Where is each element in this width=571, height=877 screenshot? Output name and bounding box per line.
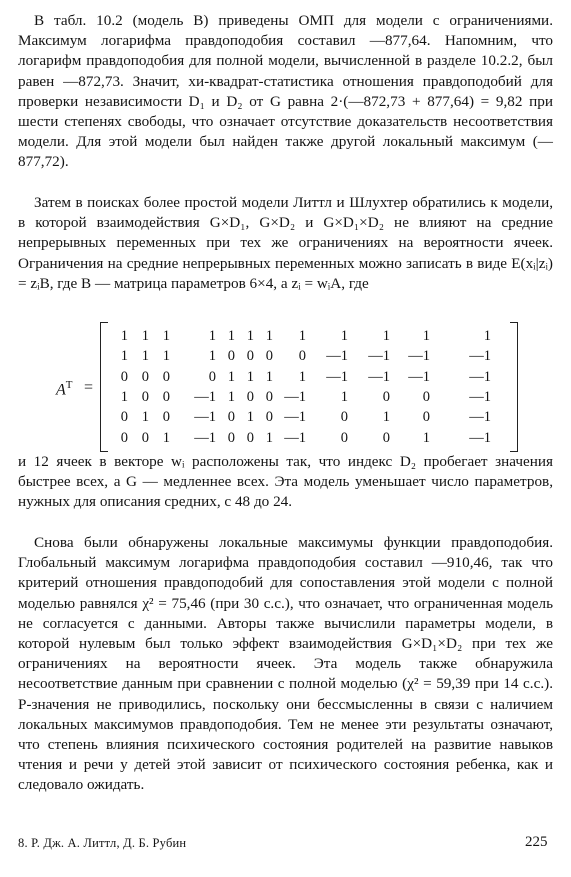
matrix-cell: 1 [246, 328, 254, 344]
matrix-cell: 0 [246, 348, 254, 365]
matrix-cell: 0 [340, 429, 348, 446]
matrix-cell: 0 [246, 388, 254, 405]
matrix-cell: 0 [162, 388, 170, 405]
matrix-cell: —1 [326, 348, 348, 365]
matrix-cell: 0 [120, 429, 128, 446]
matrix-cell: —1 [194, 409, 216, 426]
matrix-cell: 0 [141, 388, 149, 405]
matrix-cell: 1 [298, 368, 306, 385]
paragraph-model-b-results: В табл. 10.2 (модель B) приведены ОМП для модели с ограничениями. Максимум логарифма правдоподобия составил —877,64. Напомним, что логарифм правдоподобия для полной модели, вычисленной в разделе 10.2.2, был равен —872,73. Значит, хи-квадрат-статистика отношения правдоподобий для проверки независимости D₁ и D₂ от G равна 2·(—872,73 + 877,64) = 9,82 при шести степенях свободы, что означает отсутствие доказательств несоответствия модели. Для этой модели был найден также другой локальный максимум (—877,72). [18, 12, 553, 171]
matrix-cell: 1 [227, 328, 235, 344]
matrix-cell: 1 [340, 388, 348, 405]
matrix-cell: 1 [298, 328, 306, 344]
matrix-row [0, 347, 571, 366]
matrix-cell: 1 [265, 368, 273, 385]
paragraph-cell-ordering: и 12 ячеек в векторе wᵢ расположены так, что индекс D₂ пробегает значения быстрее всех, а G — медленнее всех. Эта модель уменьшает число параметров, нужных для описания средних, с 48 до 24. [18, 453, 553, 511]
matrix-cell: —1 [469, 409, 491, 426]
matrix-cell: —1 [284, 429, 306, 446]
matrix-cell: 1 [483, 328, 491, 344]
matrix-equals-sign: = [84, 379, 94, 396]
matrix-cell: 0 [120, 409, 128, 426]
matrix-cell: 0 [227, 429, 235, 446]
matrix-row [0, 368, 571, 387]
matrix-cell: 1 [340, 328, 348, 344]
matrix-cell: —1 [408, 368, 430, 385]
matrix-cell: —1 [284, 388, 306, 405]
page-number: 225 [525, 834, 548, 850]
matrix-cell: 0 [265, 409, 273, 426]
matrix-label: $A^T$ [56, 379, 73, 399]
matrix-cell: 0 [208, 368, 216, 385]
matrix-cell: 0 [141, 429, 149, 446]
matrix-row [0, 327, 571, 346]
matrix-cell: 1 [120, 388, 128, 405]
paragraph-simpler-model: Затем в поисках более простой модели Литтл и Шлухтер обратились к модели, в которой взаимодействия G×D₁, G×D₂ и G×D₁×D₂ не влияют на средние непрерывных переменных при тех же ограничениях на вероятности ячеек. Ограничения на средние непрерывных переменных можно записать в виде E(xᵢ|zᵢ) = zᵢB, где B — матрица параметров 6×4, а zᵢ = wᵢA, где [18, 194, 553, 292]
matrix-transpose-superscript: T [65, 379, 73, 391]
matrix-cell: —1 [284, 409, 306, 426]
matrix-cell: 0 [227, 409, 235, 426]
matrix-cell: 1 [120, 328, 128, 344]
matrix-cell: 1 [141, 348, 149, 365]
matrix-cell: 1 [141, 328, 149, 344]
matrix-cell: 0 [382, 388, 390, 405]
matrix-cell: 1 [382, 328, 390, 344]
matrix-cell: 1 [141, 409, 149, 426]
matrix-cell: 0 [120, 368, 128, 385]
matrix-row [0, 429, 571, 448]
running-footer-authors: 8. Р. Дж. А. Литтл, Д. Б. Рубин [18, 836, 187, 850]
matrix-cell: 1 [422, 429, 430, 446]
matrix-cell: —1 [326, 368, 348, 385]
matrix-cell: 1 [120, 348, 128, 365]
matrix-cell: 1 [246, 368, 254, 385]
matrix-cell: 1 [162, 348, 170, 365]
matrix-cell: 1 [162, 429, 170, 446]
matrix-cell: —1 [469, 368, 491, 385]
matrix-cell: 0 [422, 388, 430, 405]
matrix-row [0, 388, 571, 407]
matrix-cell: —1 [368, 348, 390, 365]
paragraph-local-maxima: Снова были обнаружены локальные максимумы функции правдоподобия. Глобальный максимум логарифма правдоподобия составил —910,46, так что критерий отношения правдоподобий для сопоставления этой модели с полной моделью равнялся χ² = 75,46 (при 30 с.с.), что означает, что ограниченная модель не согласуется с данными. Авторы также вычислили параметры модели, в которой нулевым был только эффект взаимодействия G×D₁×D₂ при тех же ограничениях на вероятности ячеек. Эта модель также обнаружила несоответствие данным при сравнении с полной моделью (χ² = 59,39 при 14 с.с.). P-значения не приводились, поскольку они бессмысленны в связи с наличием локальных максимумов правдоподобия. Тем не менее эти результаты означают, что степень влияния психического состояния родителей на развитие навыков чтения и речи у детей этой зависит от психического состояния ребенка, как и следовало ожидать. [18, 534, 553, 794]
matrix-cell: 0 [340, 409, 348, 426]
matrix-cell: —1 [368, 368, 390, 385]
matrix-cell: 1 [227, 368, 235, 385]
matrix-cell: 1 [422, 328, 430, 344]
matrix-cell: —1 [469, 348, 491, 365]
matrix-row [0, 408, 571, 427]
matrix-cell: 0 [162, 409, 170, 426]
matrix-cell: 1 [382, 409, 390, 426]
matrix-cell: 0 [162, 368, 170, 385]
matrix-cell: —1 [469, 429, 491, 446]
matrix-cell: 1 [208, 348, 216, 365]
matrix-cell: —1 [408, 348, 430, 365]
matrix-cell: 0 [246, 429, 254, 446]
matrix-cell: 1 [227, 388, 235, 405]
matrix-cell: —1 [469, 388, 491, 405]
matrix-cell: 1 [208, 328, 216, 344]
matrix-cell: 0 [382, 429, 390, 446]
matrix-cell: 0 [227, 348, 235, 365]
matrix-cell: 1 [265, 328, 273, 344]
matrix-cell: 1 [246, 409, 254, 426]
matrix-cell: 0 [298, 348, 306, 365]
matrix-cell: 1 [162, 328, 170, 344]
matrix-cell: 1 [265, 429, 273, 446]
matrix-cell: —1 [194, 388, 216, 405]
matrix-cell: 0 [422, 409, 430, 426]
matrix-cell: 0 [141, 368, 149, 385]
matrix-cell: 0 [265, 388, 273, 405]
matrix-cell: —1 [194, 429, 216, 446]
matrix-cell: 0 [265, 348, 273, 365]
